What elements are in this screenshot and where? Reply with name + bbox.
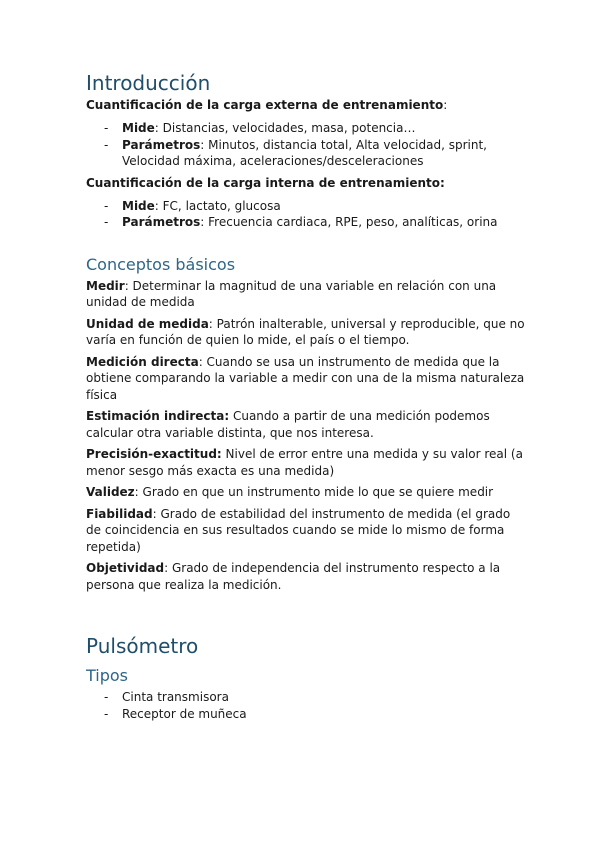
list-item-text: : FC, lactato, glucosa: [154, 198, 281, 213]
section-title-introduccion: Introducción: [86, 71, 211, 95]
definition-text: : Grado de estabilidad del instrumento de medida (el grado de coincidencia en sus resultados cuando se mide lo mismo de forma repetida): [86, 506, 511, 554]
dash-bullet: -: [104, 706, 109, 721]
tipos-list: [86, 689, 526, 722]
external-load-heading-colon: :: [443, 98, 448, 112]
definition-unidad-de-medida: [86, 316, 526, 349]
definition-term: Estimación indirecta:: [86, 409, 230, 423]
dash-bullet: -: [104, 198, 109, 213]
definition-term: Fiabilidad: [86, 506, 153, 521]
definition-term: Medir: [86, 278, 125, 293]
definition-text: : Determinar la magnitud de una variable en relación con una unidad de medida: [86, 278, 497, 309]
list-item-text: : Distancias, velocidades, masa, potencia…: [154, 121, 416, 135]
external-load-heading: [86, 97, 526, 114]
definition-term: Validez: [86, 485, 135, 499]
document-page: [86, 70, 526, 722]
list-item-term: Parámetros: [122, 215, 201, 229]
section-title-conceptos: Conceptos básicos: [86, 254, 236, 274]
definition-term: Unidad de medida: [86, 316, 209, 331]
definition-text: : Patrón inalterable, universal y reproducible, que no varía en función de quien lo mide, el país o el tiempo.: [86, 316, 525, 347]
dash-bullet: -: [104, 690, 109, 704]
list-item-text: : Minutos, distancia total, Alta velocidad, sprint, Velocidad máxima, aceleraciones/desceleraciones: [122, 137, 487, 168]
list-item-term: Mide: [122, 198, 155, 213]
definition-medir: [86, 278, 526, 311]
list-item-text: : Frecuencia cardiaca, RPE, peso, analíticas, orina: [200, 215, 498, 229]
definition-objetividad: [86, 560, 526, 593]
definition-text: Cuando a partir de una medición podemos calcular otra variable distinta, que nos interesa.: [86, 409, 490, 440]
definition-term: Medición directa: [86, 354, 199, 369]
list-item-term: Mide: [122, 121, 155, 135]
subsection-title-tipos: Tipos: [86, 666, 129, 685]
section-title-pulsometro: Pulsómetro: [86, 634, 199, 658]
definition-text: : Grado de independencia del instrumento respecto a la persona que realiza la medición.: [86, 561, 501, 592]
external-load-list: [86, 120, 526, 170]
internal-load-heading: Cuantificación de la carga interna de entrenamiento:: [86, 175, 445, 190]
definition-text: : Cuando se usa un instrumento de medida que la obtiene comparando la variable a medir con una de la misma naturaleza física: [86, 354, 525, 402]
definition-term: Objetividad: [86, 561, 165, 575]
list-item-term: Parámetros: [122, 137, 201, 152]
definition-fiabilidad: [86, 506, 526, 556]
list-item: [86, 214, 526, 231]
list-item: [86, 689, 526, 706]
definition-validez: [86, 484, 526, 501]
internal-load-list: [86, 198, 526, 231]
definition-estimacion-indirecta: [86, 408, 526, 441]
list-item: [86, 706, 526, 723]
external-load-heading-text: Cuantificación de la carga externa de entrenamiento: [86, 98, 444, 112]
list-item-text: Receptor de muñeca: [122, 706, 247, 721]
list-item: [86, 198, 526, 215]
list-item: [86, 137, 526, 170]
definition-medicion-directa: [86, 354, 526, 404]
dash-bullet: -: [104, 215, 109, 229]
list-item-text: Cinta transmisora: [122, 690, 229, 704]
dash-bullet: -: [104, 121, 109, 135]
definition-text: : Grado en que un instrumento mide lo que se quiere medir: [134, 485, 494, 499]
list-item: [86, 120, 526, 137]
definition-text: Nivel de error entre una medida y su valor real (a menor sesgo más exacta es una medida): [86, 447, 523, 478]
definition-precision-exactitud: [86, 446, 526, 479]
dash-bullet: -: [104, 137, 109, 152]
definition-term: Precisión-exactitud:: [86, 447, 222, 461]
